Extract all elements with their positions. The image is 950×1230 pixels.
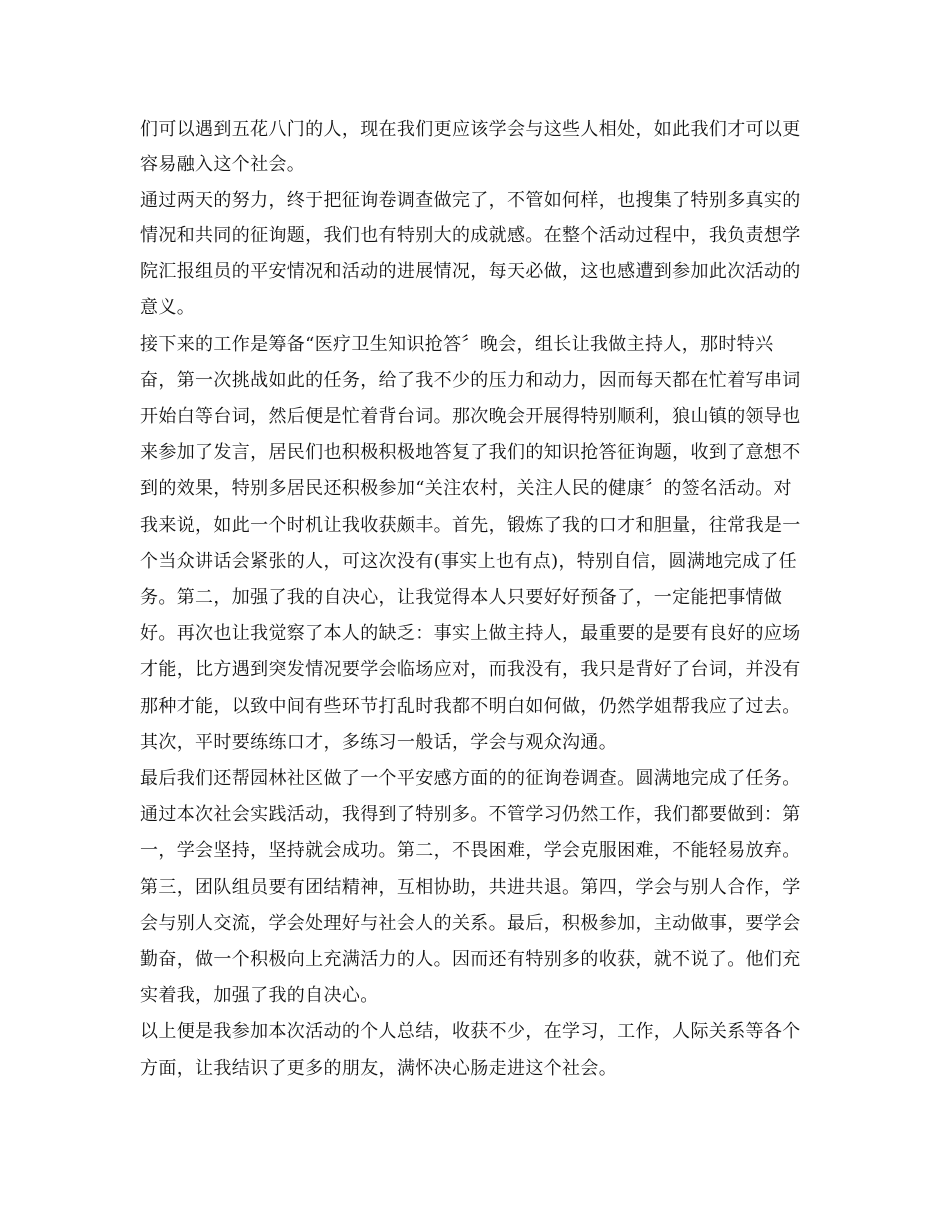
text-line: 到的效果，特别多居民还积极参加“关注农村，关注人民的健康〞的签名活动。对 bbox=[140, 478, 792, 499]
text-line: 情况和共同的征询题，我们也有特别大的成就感。在整个活动过程中，我负责想学 bbox=[140, 225, 801, 246]
text-line: 一，学会坚持，坚持就会成功。第二，不畏困难，学会克服困难，不能轻易放弃。 bbox=[140, 840, 801, 861]
text-line: 来参加了发言，居民们也积极积极地答复了我们的知识抢答征询题，收到了意想不 bbox=[140, 442, 801, 463]
text-line: 们可以遇到五花八门的人，现在我们更应该学会与这些人相处，如此我们才可以更 bbox=[140, 119, 801, 140]
text-line: 意义。 bbox=[140, 297, 196, 318]
text-line: 通过本次社会实践活动，我得到了特别多。不管学习仍然工作，我们都要做到：第 bbox=[140, 804, 801, 825]
text-line: 个当众讲话会紧张的人，可这次没有(事实上也有点)，特别自信，圆满地完成了任 bbox=[140, 551, 797, 572]
text-line: 其次，平时要练练口才，多练习一般话，学会与观众沟通。 bbox=[140, 732, 618, 753]
text-line: 院汇报组员的平安情况和活动的进展情况，每天必做，这也感遭到参加此次活动的 bbox=[140, 261, 801, 282]
text-line: 开始白等台词，然后便是忙着背台词。那次晚会开展得特别顺利，狼山镇的领导也 bbox=[140, 406, 801, 427]
text-line: 务。第二，加强了我的自决心，让我觉得本人只要好好预备了，一定能把事情做 bbox=[140, 587, 783, 608]
text-line: 以上便是我参加本次活动的个人总结，收获不少，在学习，工作，人际关系等各个 bbox=[140, 1021, 801, 1042]
text-line: 才能，比方遇到突发情况要学会临场应对，而我没有，我只是背好了台词，并没有 bbox=[140, 659, 801, 680]
text-line: 接下来的工作是筹备“医疗卫生知识抢答〞晚会，组长让我做主持人，那时特兴 bbox=[140, 334, 774, 355]
text-line: 第三，团队组员要有团结精神，互相协助，共进共退。第四，学会与别人合作，学 bbox=[140, 877, 801, 898]
text-line: 好。再次也让我觉察了本人的缺乏：事实上做主持人，最重要的是要有良好的应场 bbox=[140, 623, 801, 644]
text-line: 实着我，加强了我的自决心。 bbox=[140, 985, 379, 1006]
text-line: 最后我们还帮园林社区做了一个平安感方面的的征询卷调查。圆满地完成了任务。 bbox=[140, 768, 801, 789]
text-line: 我来说，如此一个时机让我收获颇丰。首先，锻炼了我的口才和胆量，往常我是一 bbox=[140, 515, 801, 536]
text-line: 容易融入这个社会。 bbox=[140, 154, 306, 175]
text-line: 会与别人交流，学会处理好与社会人的关系。最后，积极参加，主动做事，要学会 bbox=[140, 913, 801, 934]
text-line: 方面，让我结识了更多的朋友，满怀决心肠走进这个社会。 bbox=[140, 1058, 618, 1079]
text-line: 那种才能，以致中间有些环节打乱时我都不明白如何做，仍然学姐帮我应了过去。 bbox=[140, 696, 801, 717]
text-line: 奋，第一次挑战如此的任务，给了我不少的压力和动力，因而每天都在忙着写串词 bbox=[140, 370, 801, 391]
text-line: 通过两天的努力，终于把征询卷调查做完了，不管如何样，也搜集了特别多真实的 bbox=[140, 190, 801, 211]
text-line: 勤奋，做一个积极向上充满活力的人。因而还有特别多的收获，就不说了。他们充 bbox=[140, 949, 801, 970]
